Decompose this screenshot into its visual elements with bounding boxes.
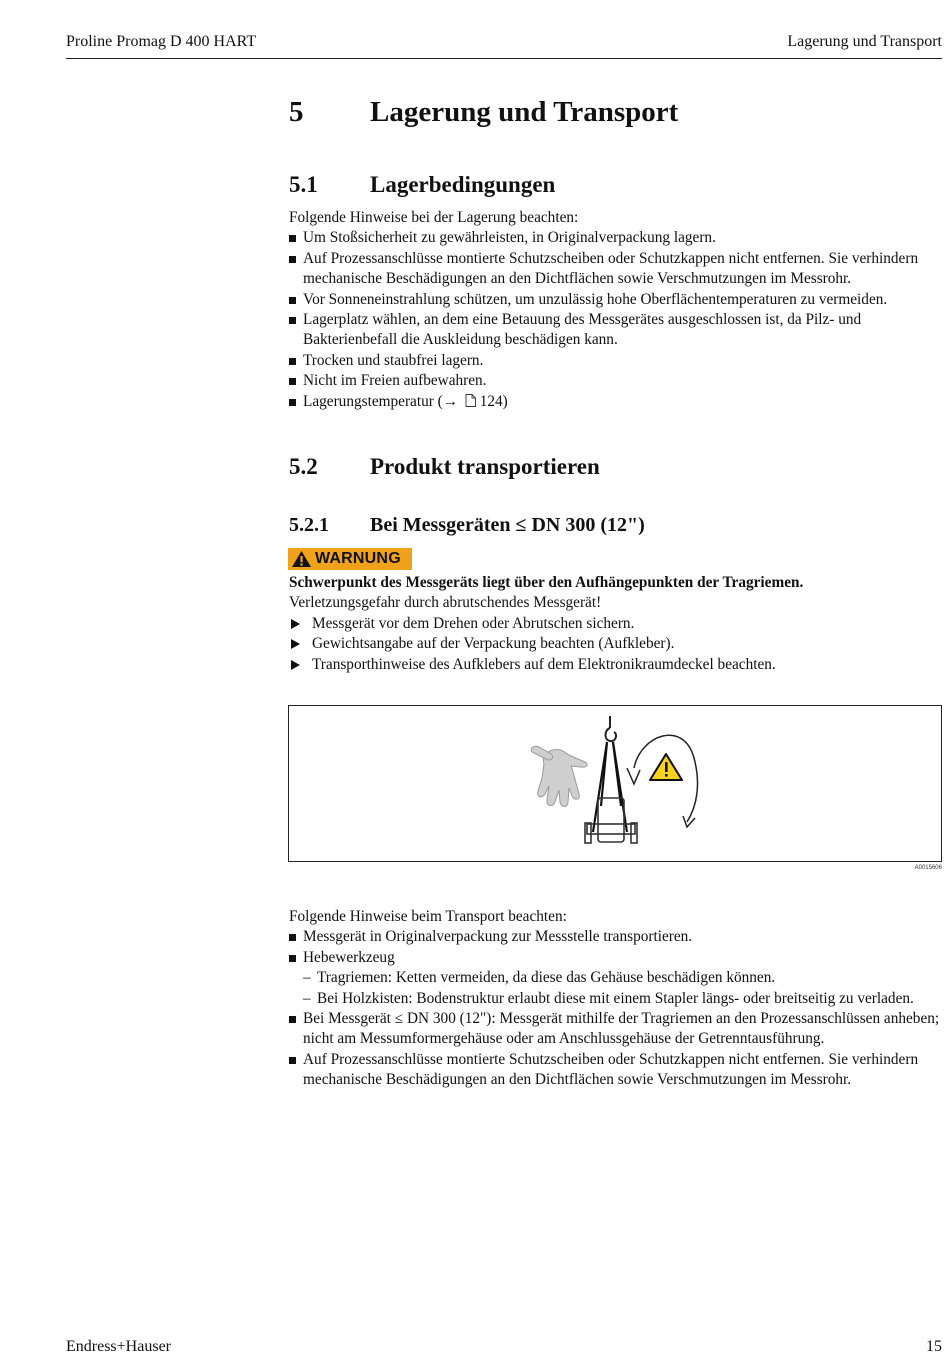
cross-reference-arrow: → xyxy=(442,392,459,410)
page-reference-number: 124) xyxy=(479,392,508,410)
section-title: Produkt transportieren xyxy=(370,454,600,479)
warning-label: WARNUNG xyxy=(315,550,401,567)
section-title: Lagerbedingungen xyxy=(370,172,556,197)
lifting-gear-label: Hebewerkzeug xyxy=(303,948,395,966)
section-number: 5.1 xyxy=(289,172,318,197)
list-item: Messgerät in Originalverpackung zur Messstelle transportieren. xyxy=(289,927,944,947)
list-item: Bei Messgerät ≤ DN 300 (12"): Messgerät mithilfe der Tragriemen an den Prozessanschlüssen anheben; nicht am Messumformergehäuse oder am Anschlussgehäuse der Getrenntausführung. xyxy=(289,1009,944,1050)
transport-figure xyxy=(288,705,942,862)
storage-list xyxy=(289,228,944,412)
list-item: Trocken und staubfrei lagern. xyxy=(289,351,944,371)
subsection-title: Bei Messgeräten ≤ DN 300 (12") xyxy=(370,514,645,536)
rotation-arrow-icon xyxy=(627,735,698,827)
warning-sign-icon xyxy=(650,754,682,780)
figure-id: A0015606 xyxy=(914,865,942,871)
list-item: Auf Prozessanschlüsse montierte Schutzscheiben oder Schutzkappen nicht entfernen. Sie verhindern mechanische Beschädigungen an den Dichtflächen sowie Verschmutzungen im Messrohr. xyxy=(289,1050,944,1091)
header-chapter-title: Lagerung und Transport xyxy=(787,33,942,50)
list-item: Vor Sonneneinstrahlung schützen, um unzulässig hohe Oberflächentemperaturen zu vermeiden. xyxy=(289,290,944,310)
warning-badge xyxy=(288,548,412,570)
action-item: Messgerät vor dem Drehen oder Abrutschen sichern. xyxy=(289,614,944,634)
list-item: Um Stoßsicherheit zu gewährleisten, in Originalverpackung lagern. xyxy=(289,228,944,248)
section-heading-5-1 xyxy=(289,172,555,198)
transport-notes-block xyxy=(289,907,944,1091)
hand-icon xyxy=(531,746,587,806)
list-item: Lagerplatz wählen, an dem eine Betauung des Messgerätes ausgeschlossen ist, da Pilz- und Bakterienbefall die Auskleidung beschädigen kann. xyxy=(289,310,944,351)
device-icon xyxy=(585,798,637,843)
storage-intro: Folgende Hinweise bei der Lagerung beachten: xyxy=(289,209,579,226)
storage-temperature-label: Lagerungstemperatur ( xyxy=(303,392,443,410)
page-icon xyxy=(465,394,476,407)
list-item: Auf Prozessanschlüsse montierte Schutzscheiben oder Schutzkappen nicht entfernen. Sie verhindern mechanische Beschädigungen an den Dichtflächen sowie Verschmutzungen im Messrohr. xyxy=(289,249,944,290)
transport-illustration xyxy=(289,706,941,861)
section-heading-5-2 xyxy=(289,454,600,480)
transport-intro: Folgende Hinweise beim Transport beachten: xyxy=(289,908,567,925)
chapter-title: Lagerung und Transport xyxy=(370,96,679,128)
action-item: Gewichtsangabe auf der Verpackung beachten (Aufkleber). xyxy=(289,634,944,654)
subsection-number: 5.2.1 xyxy=(289,514,329,536)
transport-list xyxy=(289,927,944,1090)
list-item-lifting-gear xyxy=(289,948,944,1009)
sub-list-item: – Tragriemen: Ketten vermeiden, da diese das Gehäuse beschädigen können. xyxy=(303,968,944,988)
crane-hook-icon xyxy=(606,716,617,741)
warning-block xyxy=(289,573,944,675)
header-divider xyxy=(66,58,942,59)
section-number: 5.2 xyxy=(289,454,318,479)
warning-triangle-icon xyxy=(291,550,312,568)
chapter-heading xyxy=(289,96,678,129)
lifting-gear-sublist xyxy=(303,968,944,1009)
chapter-number: 5 xyxy=(289,96,304,128)
header-document-title: Proline Promag D 400 HART xyxy=(66,33,257,50)
warning-text: Verletzungsgefahr durch abrutschendes Messgerät! xyxy=(289,594,602,612)
action-item: Transporthinweise des Aufklebers auf dem Elektronikraumdeckel beachten. xyxy=(289,655,944,675)
footer-page-number: 15 xyxy=(926,1338,942,1355)
footer-company: Endress+Hauser xyxy=(66,1338,171,1355)
warning-actions xyxy=(289,614,944,675)
page-reference-link[interactable] xyxy=(462,393,508,410)
list-item-storage-temperature xyxy=(289,392,944,412)
list-item: Nicht im Freien aufbewahren. xyxy=(289,371,944,391)
subsection-heading-5-2-1 xyxy=(289,514,645,537)
sub-list-item: – Bei Holzkisten: Bodenstruktur erlaubt diese mit einem Stapler längs- oder breitseitig zu verladen. xyxy=(303,989,944,1009)
storage-conditions-block xyxy=(289,208,944,412)
warning-headline: Schwerpunkt des Messgeräts liegt über den Aufhängepunkten der Tragriemen. xyxy=(289,574,804,591)
